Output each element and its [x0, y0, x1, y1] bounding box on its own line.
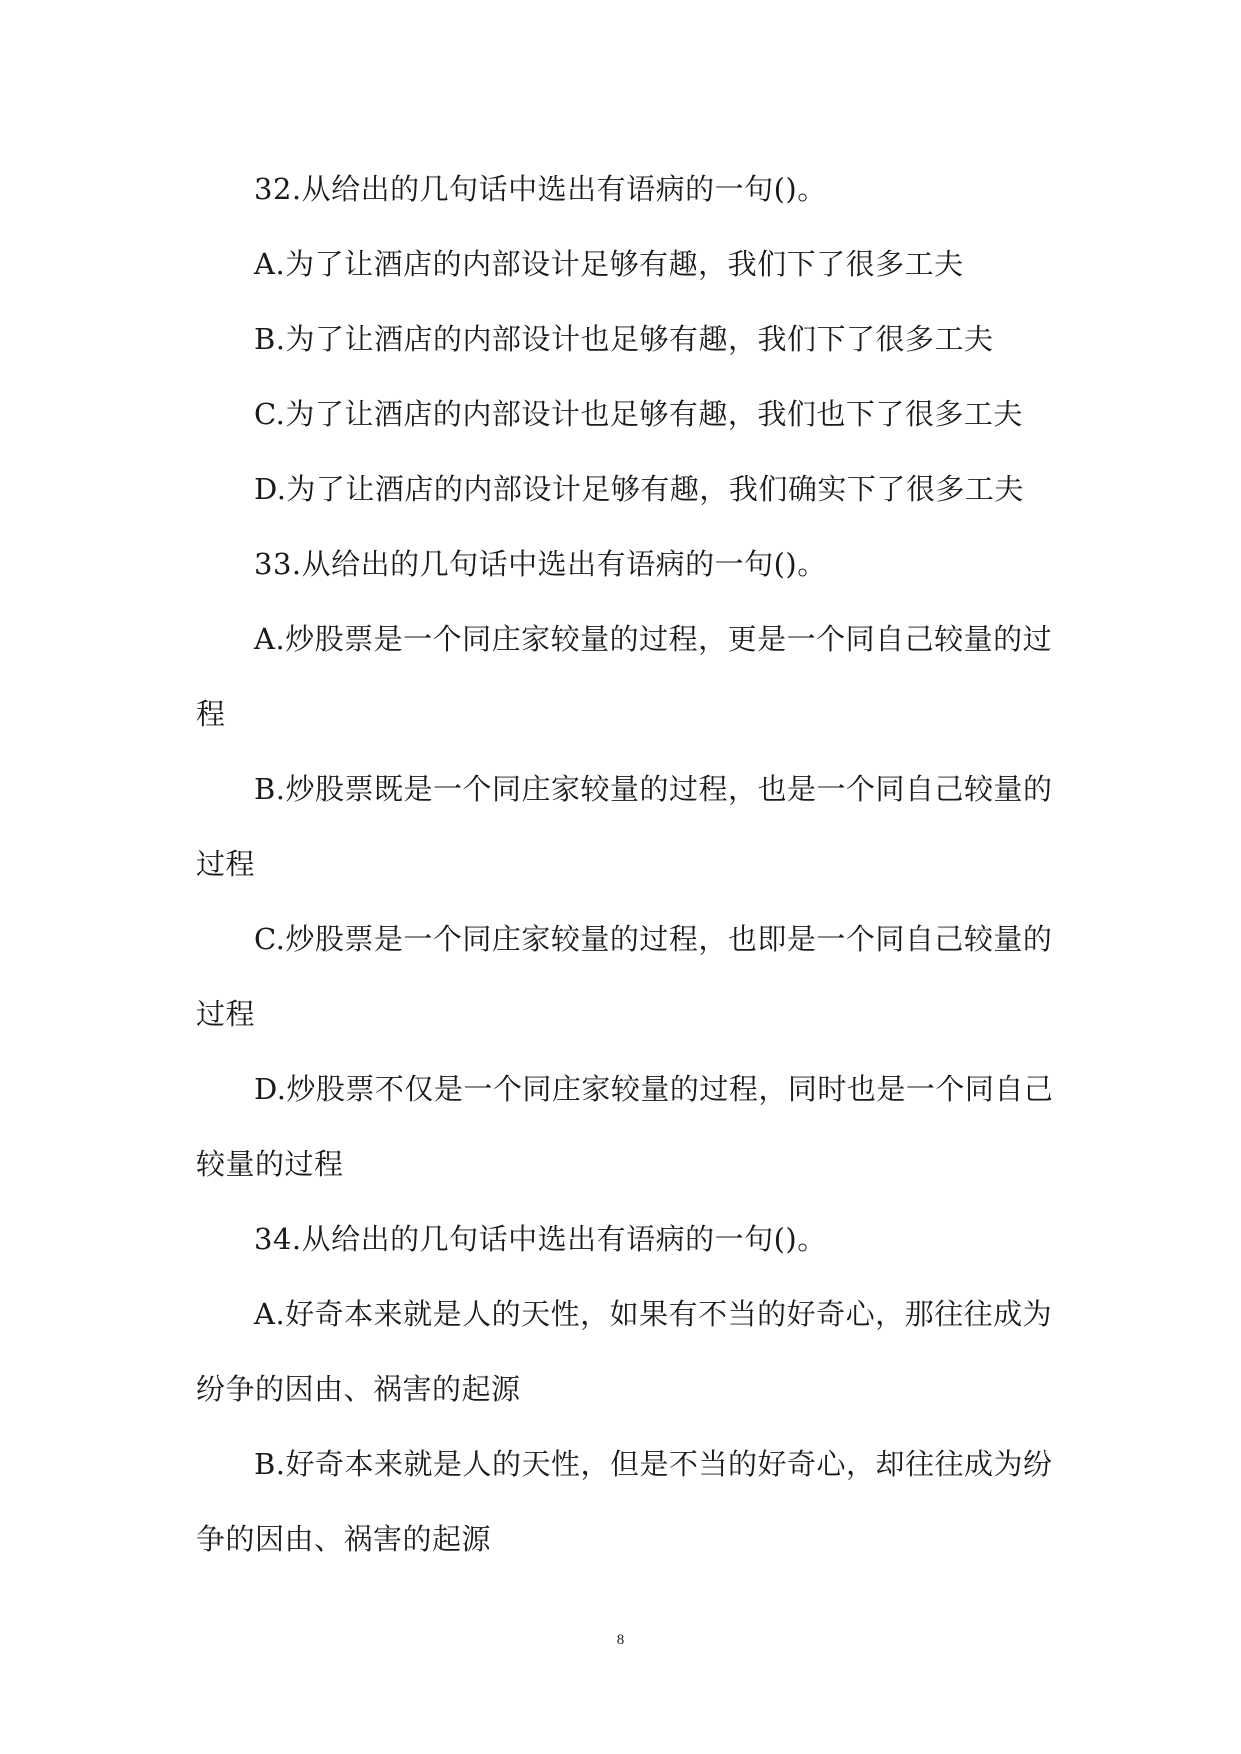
- question-32-option-c: C.为了让酒店的内部设计也足够有趣，我们也下了很多工夫: [254, 397, 1023, 431]
- question-33-option-d: D.炒股票不仅是一个同庄家较量的过程，同时也是一个同自己: [254, 1072, 1054, 1106]
- page-content: [196, 152, 1054, 1577]
- question-34-option-b-continued: 争的因由、祸害的起源: [196, 1522, 492, 1556]
- question-32-option-b: B.为了让酒店的内部设计也足够有趣，我们下了很多工夫: [254, 322, 994, 356]
- question-34-option-a-continued: 纷争的因由、祸害的起源: [196, 1372, 521, 1406]
- question-33-option-a: A.炒股票是一个同庄家较量的过程，更是一个同自己较量的过: [254, 622, 1053, 656]
- question-34-option-a: A.好奇本来就是人的天性，如果有不当的好奇心，那往往成为: [254, 1297, 1053, 1331]
- question-33-option-c-continued: 过程: [196, 997, 256, 1031]
- question-34-option-b: B.好奇本来就是人的天性，但是不当的好奇心，却往往成为纷: [254, 1447, 1053, 1481]
- question-33-stem: 33.从给出的几句话中选出有语病的一句()。: [254, 547, 827, 581]
- question-32-option-d: D.为了让酒店的内部设计足够有趣，我们确实下了很多工夫: [254, 472, 1024, 506]
- question-33-option-d-continued: 较量的过程: [196, 1147, 344, 1181]
- question-33-option-a-continued: 程: [196, 697, 226, 731]
- question-33-option-c: C.炒股票是一个同庄家较量的过程，也即是一个同自己较量的: [254, 922, 1053, 956]
- page-number: 8: [616, 1632, 625, 1648]
- question-32-stem: 32.从给出的几句话中选出有语病的一句()。: [254, 172, 827, 206]
- question-33-option-b: B.炒股票既是一个同庄家较量的过程，也是一个同自己较量的: [254, 772, 1053, 806]
- question-32-option-a: A.为了让酒店的内部设计足够有趣，我们下了很多工夫: [254, 247, 964, 281]
- question-33-option-b-continued: 过程: [196, 847, 256, 881]
- question-34-stem: 34.从给出的几句话中选出有语病的一句()。: [254, 1222, 827, 1256]
